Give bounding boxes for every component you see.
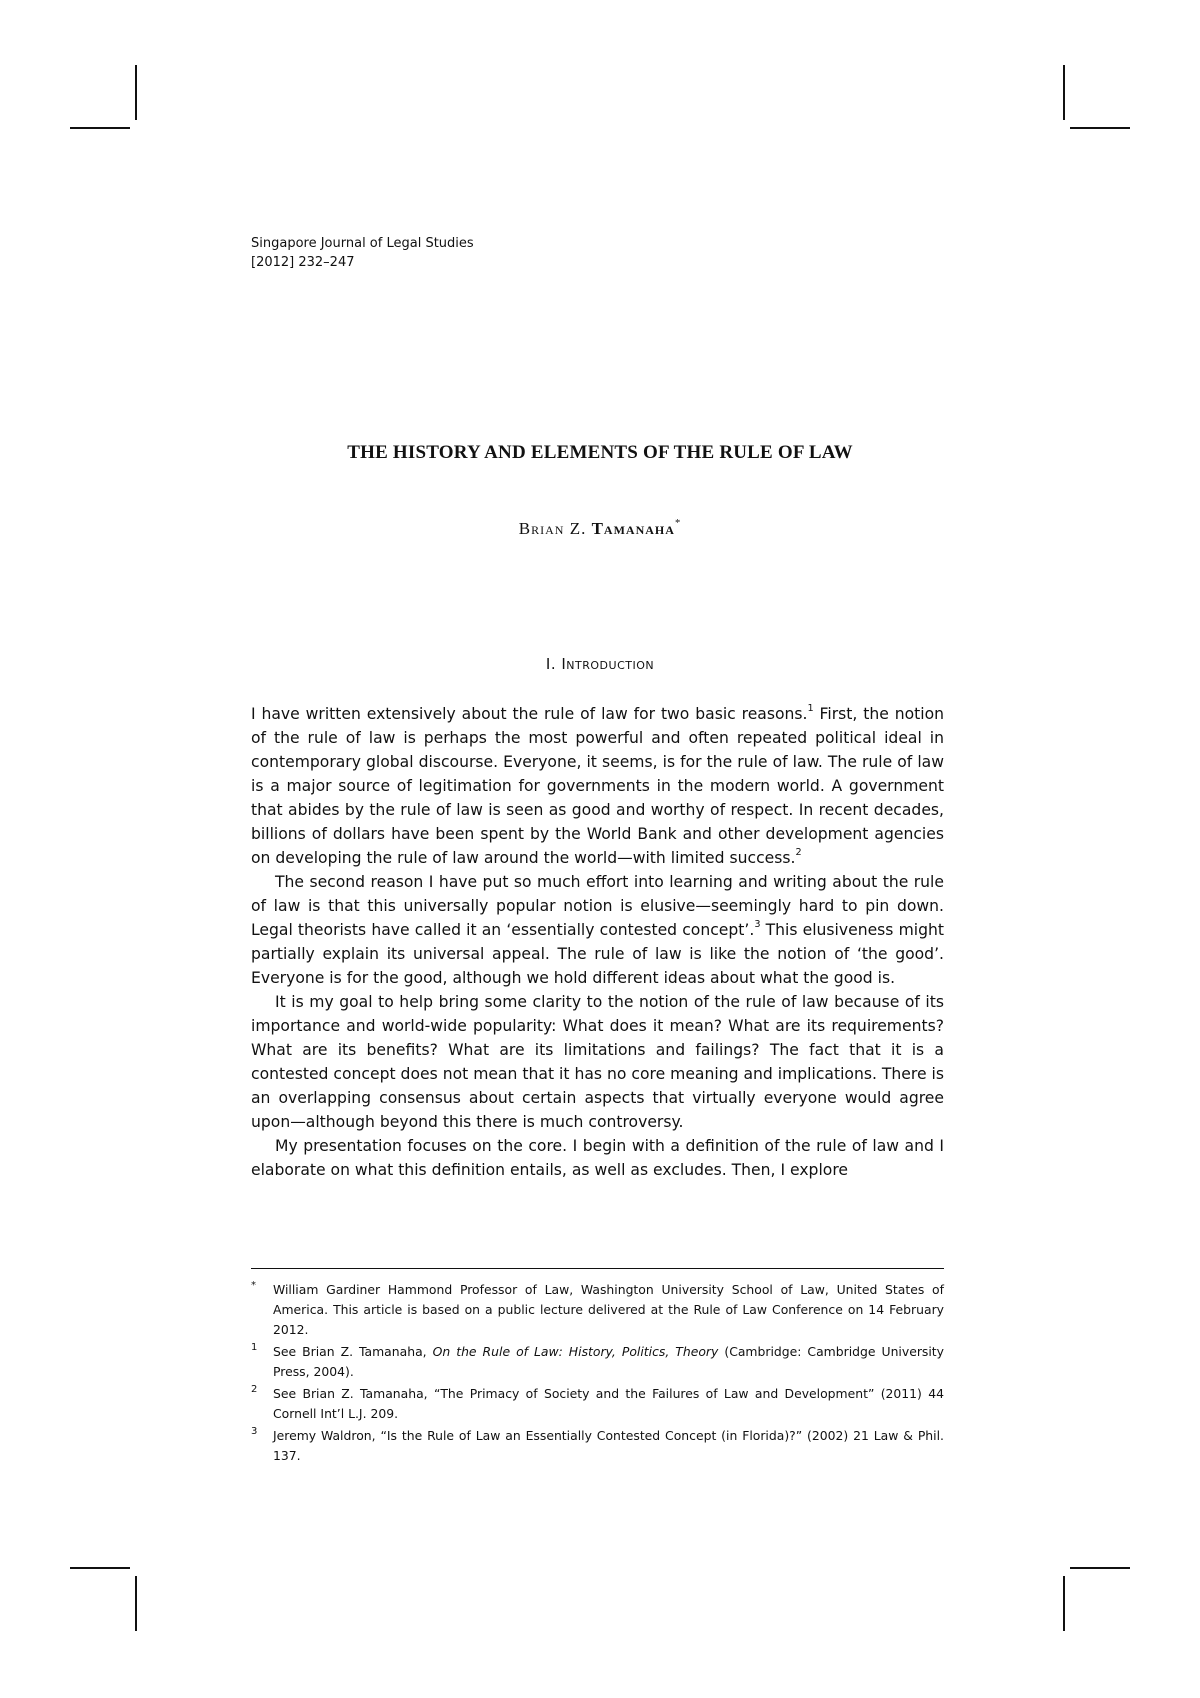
paragraph-1 — [251, 702, 944, 870]
article-author — [0, 519, 1200, 539]
body-text — [251, 702, 944, 1182]
journal-citation: [2012] 232–247 — [251, 255, 355, 270]
footnotes — [251, 1280, 944, 1468]
footnote-2 — [251, 1384, 944, 1424]
crop-mark-top-left-vertical — [135, 65, 137, 120]
footnote-text: (Cambridge: Cambridge University Press, 2004). — [273, 1344, 944, 1379]
section-number: I. — [545, 655, 557, 673]
crop-mark-top-right-vertical — [1063, 65, 1065, 120]
paragraph-2 — [251, 870, 944, 990]
footnote-3 — [251, 1426, 944, 1466]
footnote-mark: 2 — [251, 1384, 258, 1395]
author-footnote-mark: * — [674, 517, 682, 529]
paragraph-2-text-b: This elusiveness might partially explain its universal appeal. The rule of law is like the notion of ‘the good’. Everyone is for the good, although we hold different ideas about what the good is. — [251, 921, 944, 987]
journal-name: Singapore Journal of Legal Studies — [251, 236, 474, 251]
footnote-text: See Brian Z. Tamanaha, “The Primacy of Society and the Failures of Law and Development” (2011) 44 Cornell Int’l L.J. 209. — [273, 1386, 944, 1421]
crop-mark-bottom-left-vertical — [135, 1576, 137, 1631]
author-surname: Tamanaha — [591, 519, 675, 538]
footnote-ref-3: 3 — [754, 919, 761, 931]
footnote-text: William Gardiner Hammond Professor of Law, Washington University School of Law, United States of America. This article is based on a public lecture delivered at the Rule of Law Conference on 14 February 2012. — [273, 1282, 944, 1337]
footnote-author — [251, 1280, 944, 1340]
paragraph-1-text-a: I have written extensively about the rule of law for two basic reasons. — [251, 705, 808, 723]
journal-header — [251, 234, 474, 272]
paragraph-2-text-a: The second reason I have put so much effort into learning and writing about the rule of law is that this universally popular notion is elusive—seemingly hard to pin down. Legal theorists have called it an ‘essentially contested concept’. — [251, 873, 944, 939]
section-title: Introduction — [561, 655, 655, 673]
footnote-book-title: On the Rule of Law: History, Politics, Theory — [432, 1344, 719, 1359]
paragraph-1-text-b: First, the notion of the rule of law is perhaps the most powerful and often repeated political ideal in contemporary global discourse. Everyone, it seems, is for the rule of law. The rule of law is a major source of legitimation for governments in the modern world. A government that abides by the rule of law is seen as good and worthy of respect. In recent decades, billions of dollars have been spent by the World Bank and other development agencies on developing the rule of law around the world—with limited success. — [251, 705, 944, 867]
crop-mark-top-left-horizontal — [70, 127, 130, 129]
crop-mark-bottom-right-horizontal — [1070, 1567, 1130, 1569]
footnote-1 — [251, 1342, 944, 1382]
footnote-text: Jeremy Waldron, “Is the Rule of Law an Essentially Contested Concept (in Florida)?” (2002) 21 Law & Phil. 137. — [273, 1428, 944, 1463]
paragraph-3: It is my goal to help bring some clarity to the notion of the rule of law because of its importance and world-wide popularity: What does it mean? What are its requirements? What are its benefits? What are its limitations and failings? The fact that it is a contested concept does not mean that it has no core meaning and implications. There is an overlapping consensus about certain aspects that virtually everyone would agree upon—although beyond this there is much controversy. — [251, 993, 944, 1131]
footnote-mark: 3 — [251, 1426, 258, 1437]
footnote-text: See Brian Z. Tamanaha, — [273, 1344, 433, 1359]
crop-mark-bottom-right-vertical — [1063, 1576, 1065, 1631]
footnote-divider — [251, 1268, 944, 1269]
section-heading — [0, 655, 1200, 673]
footnote-ref-1: 1 — [807, 703, 814, 715]
footnote-mark: 1 — [251, 1342, 258, 1353]
footnote-ref-2: 2 — [795, 847, 802, 859]
paragraph-4: My presentation focuses on the core. I begin with a definition of the rule of law and I elaborate on what this definition entails, as well as excludes. Then, I explore — [251, 1137, 944, 1179]
footnote-mark: * — [251, 1280, 256, 1291]
article-title: THE HISTORY AND ELEMENTS OF THE RULE OF LAW — [347, 442, 853, 463]
crop-mark-bottom-left-horizontal — [70, 1567, 130, 1569]
crop-mark-top-right-horizontal — [1070, 127, 1130, 129]
author-given-name: Brian Z. — [518, 519, 587, 538]
